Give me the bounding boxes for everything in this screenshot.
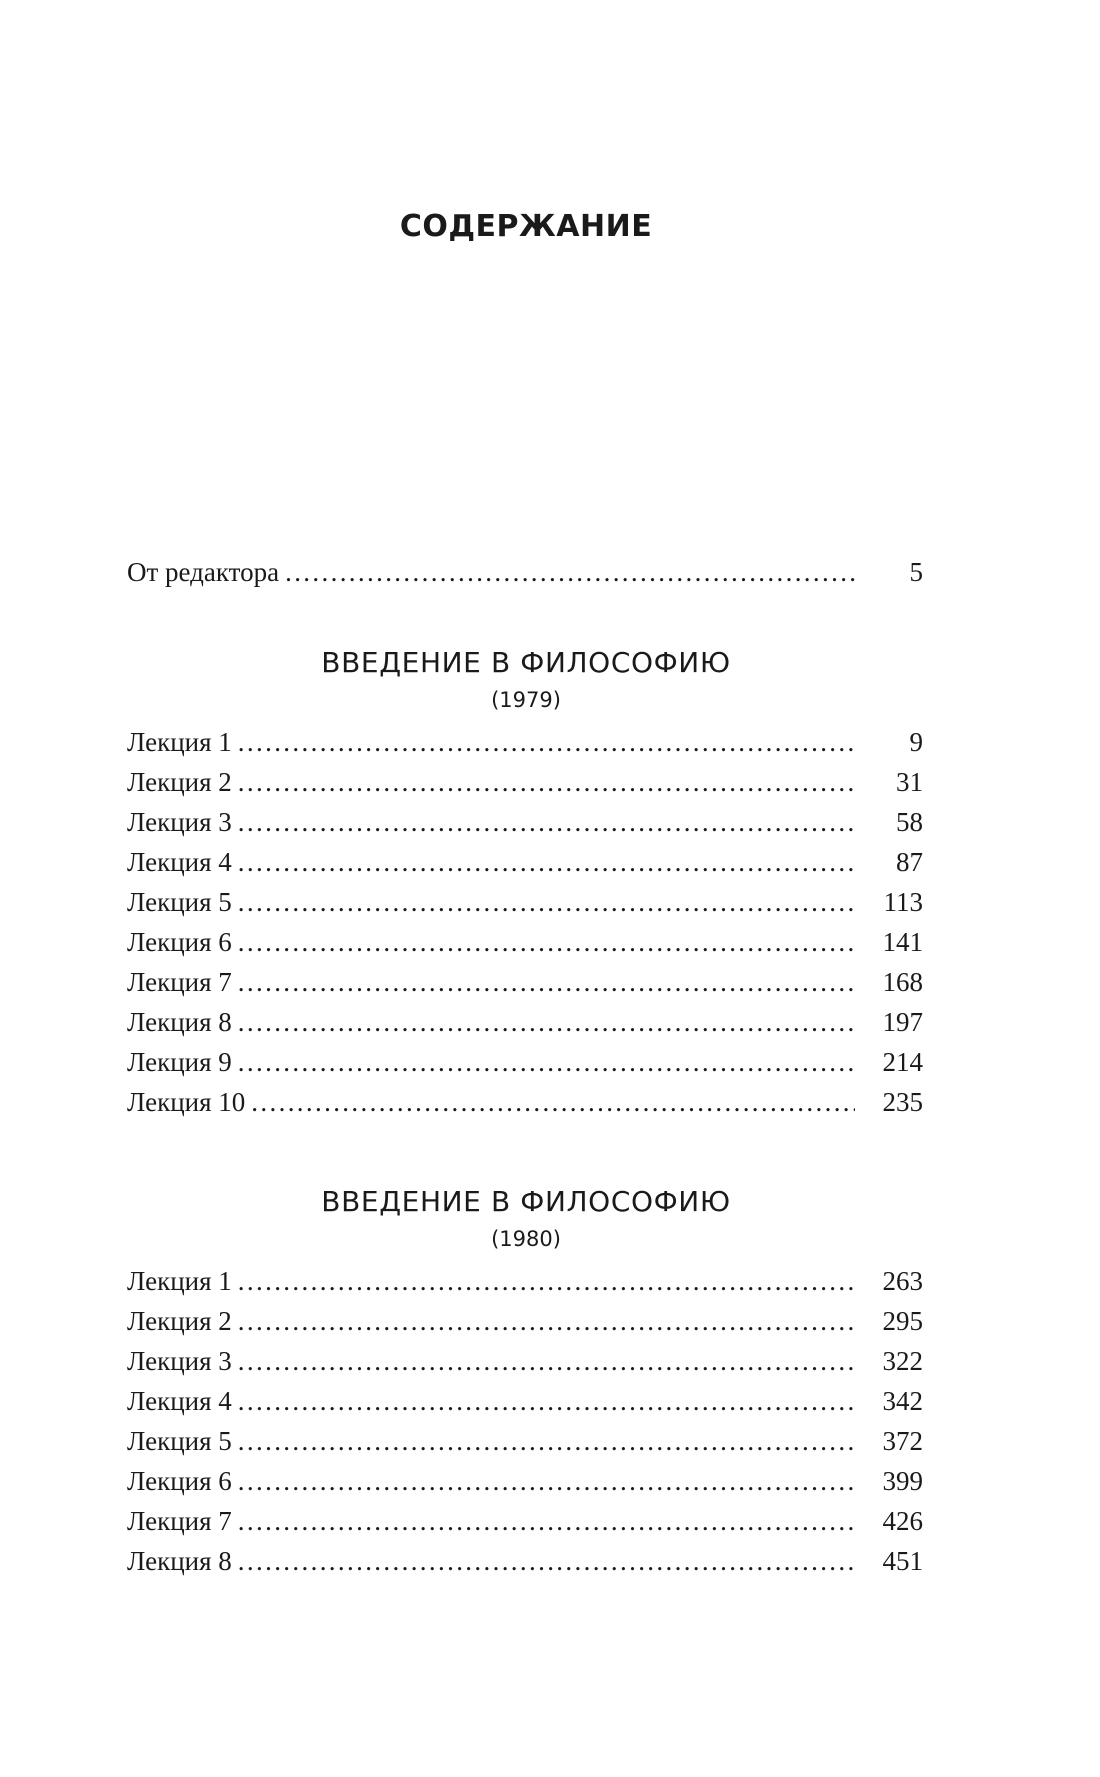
section-heading: ВВЕДЕНИЕ В ФИЛОСОФИЮ xyxy=(321,1185,731,1218)
toc-entry-label: Лекция 7 xyxy=(127,1506,232,1536)
toc-entry-label: Лекция 5 xyxy=(127,1426,232,1456)
toc-entry[interactable] xyxy=(127,922,923,962)
dot-leader xyxy=(238,1301,855,1341)
dot-leader xyxy=(238,722,855,762)
dot-leader xyxy=(238,1341,855,1381)
toc-entry-label: Лекция 1 xyxy=(127,727,232,757)
toc-entry-page: 141 xyxy=(882,927,923,957)
toc-entry[interactable] xyxy=(127,1461,923,1501)
dot-leader xyxy=(238,762,855,802)
toc-entry-page: 31 xyxy=(896,767,923,797)
toc-entry-label: От редактора xyxy=(127,557,280,587)
toc-entry[interactable] xyxy=(127,1341,923,1381)
toc-entry-page: 263 xyxy=(882,1266,923,1296)
toc-entry-page: 9 xyxy=(909,727,923,757)
toc-entry[interactable] xyxy=(127,842,923,882)
toc-entry[interactable] xyxy=(127,1002,923,1042)
dot-leader xyxy=(251,1082,855,1122)
toc-entry-label: Лекция 7 xyxy=(127,967,232,997)
toc-entry[interactable] xyxy=(127,962,923,1002)
dot-leader xyxy=(238,962,855,1002)
dot-leader xyxy=(238,1261,855,1301)
toc-entry-label: Лекция 8 xyxy=(127,1546,232,1576)
toc-entry-page: 342 xyxy=(882,1386,923,1416)
section-year: (1980) xyxy=(491,1227,561,1251)
toc-entry-page: 5 xyxy=(909,557,923,587)
dot-leader xyxy=(238,1381,855,1421)
toc-entry-label: Лекция 9 xyxy=(127,1047,232,1077)
dot-leader xyxy=(238,842,855,882)
toc-entry-label: Лекция 5 xyxy=(127,887,232,917)
dot-leader xyxy=(238,1461,855,1501)
toc-entry[interactable] xyxy=(127,1381,923,1421)
toc-entry-page: 58 xyxy=(896,807,923,837)
page-title: СОДЕРЖАНИЕ xyxy=(399,209,653,244)
dot-leader xyxy=(238,1421,855,1461)
toc-entry-page: 322 xyxy=(882,1346,923,1376)
toc-entry-page: 235 xyxy=(882,1087,923,1117)
toc-entry-editor-note[interactable] xyxy=(127,552,923,592)
section-heading: ВВЕДЕНИЕ В ФИЛОСОФИЮ xyxy=(321,646,731,679)
toc-entry-label: Лекция 1 xyxy=(127,1266,232,1296)
toc-entry-label: Лекция 6 xyxy=(127,1466,232,1496)
dot-leader xyxy=(238,802,855,842)
toc-entry-page: 197 xyxy=(882,1007,923,1037)
toc-entry-label: Лекция 3 xyxy=(127,1346,232,1376)
toc-entry[interactable] xyxy=(127,722,923,762)
section-year: (1979) xyxy=(491,688,561,712)
toc-entry-page: 214 xyxy=(882,1047,923,1077)
toc-entry-page: 168 xyxy=(882,967,923,997)
dot-leader xyxy=(238,1042,855,1082)
toc-entry-label: Лекция 6 xyxy=(127,927,232,957)
toc-entry-page: 87 xyxy=(896,847,923,877)
toc-entry-page: 451 xyxy=(882,1546,923,1576)
toc-entry[interactable] xyxy=(127,882,923,922)
toc-entry[interactable] xyxy=(127,1501,923,1541)
toc-entry[interactable] xyxy=(127,1042,923,1082)
dot-leader xyxy=(238,1501,855,1541)
toc-entry-page: 113 xyxy=(883,887,923,917)
toc-entry-page: 426 xyxy=(882,1506,923,1536)
toc-entry[interactable] xyxy=(127,1082,923,1122)
toc-entry-page: 295 xyxy=(882,1306,923,1336)
toc-entry[interactable] xyxy=(127,1421,923,1461)
toc-entry[interactable] xyxy=(127,1301,923,1341)
dot-leader xyxy=(238,882,855,922)
dot-leader xyxy=(238,922,855,962)
toc-entry-label: Лекция 4 xyxy=(127,847,232,877)
toc-entry-label: Лекция 3 xyxy=(127,807,232,837)
toc-entry-label: Лекция 4 xyxy=(127,1386,232,1416)
toc-entry-label: Лекция 2 xyxy=(127,1306,232,1336)
dot-leader xyxy=(238,1541,855,1581)
toc-entry[interactable] xyxy=(127,802,923,842)
toc-entry-label: Лекция 10 xyxy=(127,1087,246,1117)
toc-entry[interactable] xyxy=(127,762,923,802)
toc-entry[interactable] xyxy=(127,1261,923,1301)
toc-entry[interactable] xyxy=(127,1541,923,1581)
toc-entry-page: 372 xyxy=(882,1426,923,1456)
toc-entry-label: Лекция 8 xyxy=(127,1007,232,1037)
dot-leader xyxy=(285,552,855,592)
dot-leader xyxy=(238,1002,855,1042)
toc-entry-label: Лекция 2 xyxy=(127,767,232,797)
toc-entry-page: 399 xyxy=(882,1466,923,1496)
